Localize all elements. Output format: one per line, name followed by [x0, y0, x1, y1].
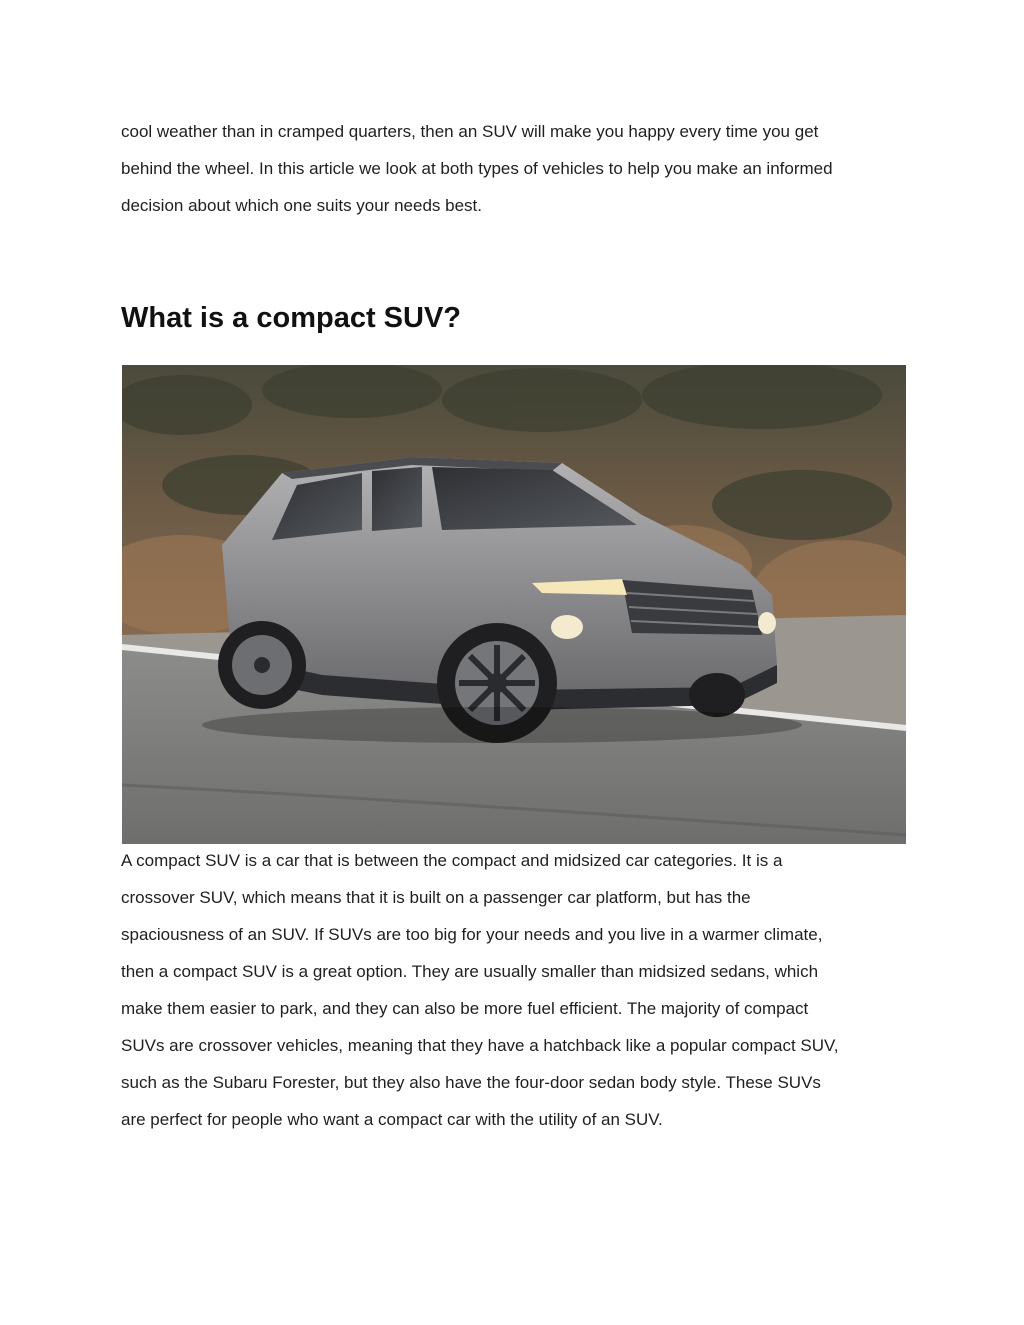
body-paragraph: [121, 842, 911, 1138]
body-line: such as the Subaru Forester, but they also have the four-door sedan body style. These SUVs: [121, 1073, 821, 1092]
intro-line: decision about which one suits your needs best.: [121, 196, 483, 215]
body-line: are perfect for people who want a compact car with the utility of an SUV.: [121, 1110, 663, 1129]
body-line: make them easier to park, and they can also be more fuel efficient. The majority of compact: [121, 999, 809, 1018]
section-heading: What is a compact SUV?: [121, 302, 462, 334]
body-line: A compact SUV is a car that is between the compact and midsized car categories. It is a: [121, 851, 783, 870]
suv-photo: [122, 365, 906, 844]
body-line: spaciousness of an SUV. If SUVs are too big for your needs and you live in a warmer climate,: [121, 925, 823, 944]
intro-paragraph: [121, 113, 911, 224]
body-line: then a compact SUV is a great option. They are usually smaller than midsized sedans, which: [121, 962, 819, 981]
suv-illustration: [122, 365, 906, 844]
body-line: SUVs are crossover vehicles, meaning that they have a hatchback like a popular compact SUV,: [121, 1036, 839, 1055]
body-line: crossover SUV, which means that it is built on a passenger car platform, but has the: [121, 888, 751, 907]
intro-line: behind the wheel. In this article we look at both types of vehicles to help you make an informed: [121, 159, 833, 178]
intro-line: cool weather than in cramped quarters, then an SUV will make you happy every time you get: [121, 122, 819, 141]
